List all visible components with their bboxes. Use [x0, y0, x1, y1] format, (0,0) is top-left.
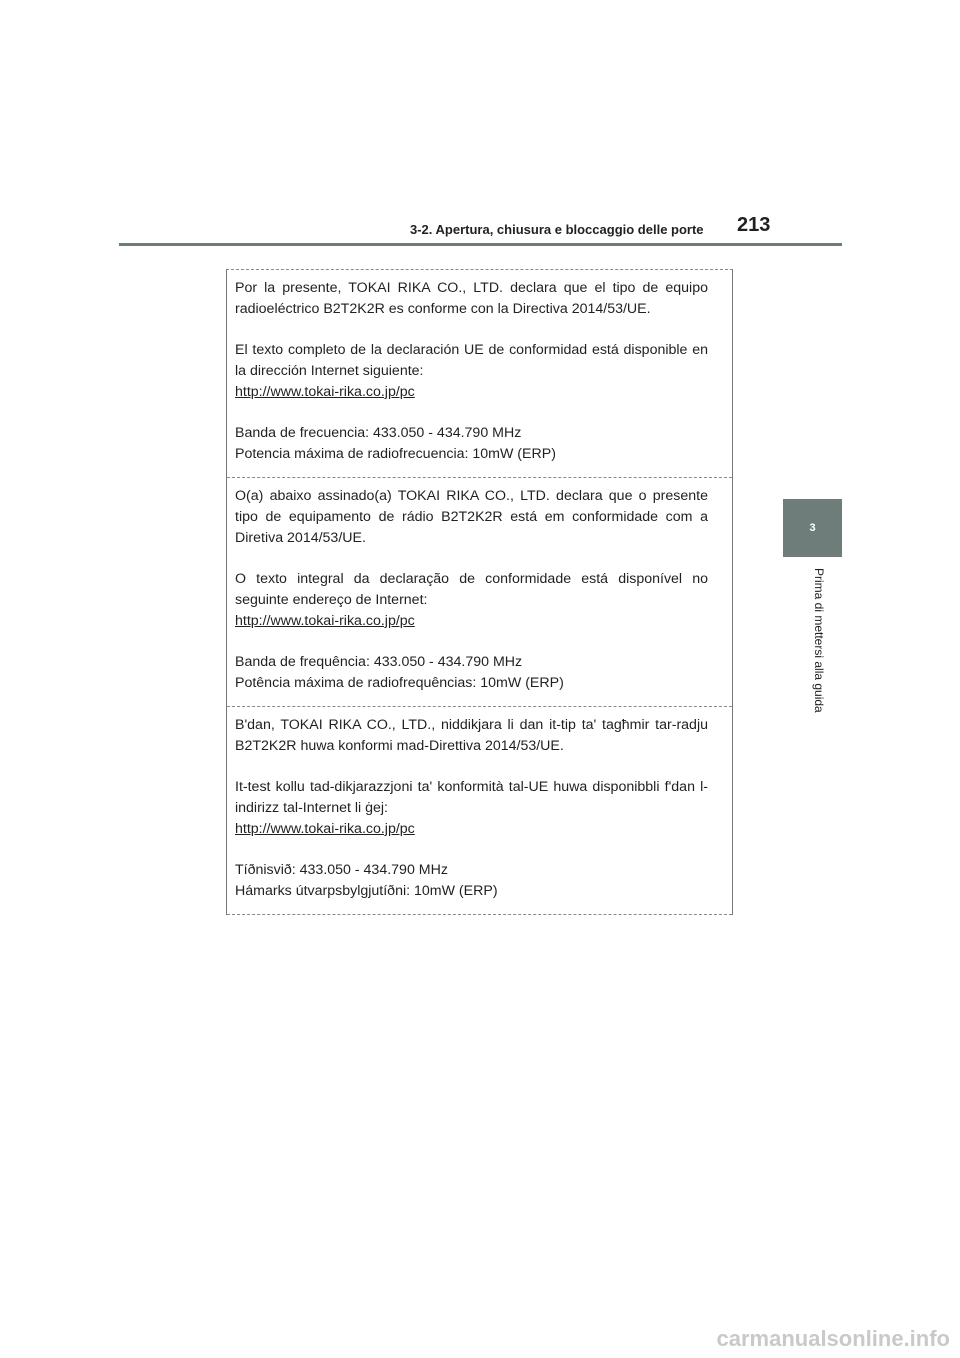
declaration-link[interactable]: http://www.tokai-rika.co.jp/pc [235, 613, 415, 629]
max-power: Potencia máxima de radiofrecuencia: 10mW (ERP) [235, 446, 556, 462]
page-number: 213 [737, 214, 771, 236]
section-title: 3-2. Apertura, chiusura e bloccaggio delle porte [410, 222, 704, 237]
availability-text: O texto integral da declaração de conformidade está disponível no seguinte endereço de Internet: [235, 571, 708, 608]
frequency-band: Banda de frequência: 433.050 - 434.790 MHz [235, 654, 523, 670]
availability-text: El texto completo de la declaración UE de conformidad está disponible en la dirección Internet siguiente: [235, 342, 708, 379]
declaration-link[interactable]: http://www.tokai-rika.co.jp/pc [235, 821, 415, 837]
header-rule [119, 243, 842, 246]
declaration-section-mt [227, 707, 732, 915]
declaration-box [226, 269, 733, 915]
chapter-label: Prima di mettersi alla guida [812, 568, 826, 713]
declaration-link[interactable]: http://www.tokai-rika.co.jp/pc [235, 384, 415, 400]
watermark: carmanualsonline.info [716, 1326, 950, 1351]
chapter-tab [783, 499, 842, 557]
declaration-text: Por la presente, TOKAI RIKA CO., LTD. declara que el tipo de equipo radioeléctrico B2T2K2R es conforme con la Directiva 2014/53/UE. [235, 280, 708, 317]
max-power: Potência máxima de radiofrequências: 10mW (ERP) [235, 675, 564, 691]
availability-text: It-test kollu tad-dikjarazzjoni ta' konformità tal-UE huwa disponibbli f'dan l-indirizz tal-Internet li ġej: [235, 779, 708, 816]
frequency-band: Tíðnisvið: 433.050 - 434.790 MHz [235, 862, 448, 878]
max-power: Hámarks útvarpsbylgjutíðni: 10mW (ERP) [235, 883, 498, 899]
declaration-text: O(a) abaixo assinado(a) TOKAI RIKA CO., LTD. declara que o presente tipo de equipamento de rádio B2T2K2R está em conformidade com a Diretiva 2014/53/UE. [235, 488, 708, 546]
declaration-section-es [227, 270, 732, 478]
declaration-text: B'dan, TOKAI RIKA CO., LTD., niddikjara li dan it-tip ta' tagħmir tar-radju B2T2K2R huwa konformi mad-Direttiva 2014/53/UE. [235, 717, 708, 754]
chapter-number: 3 [809, 522, 816, 534]
declaration-section-pt [227, 478, 732, 707]
frequency-band: Banda de frecuencia: 433.050 - 434.790 MHz [235, 425, 522, 441]
